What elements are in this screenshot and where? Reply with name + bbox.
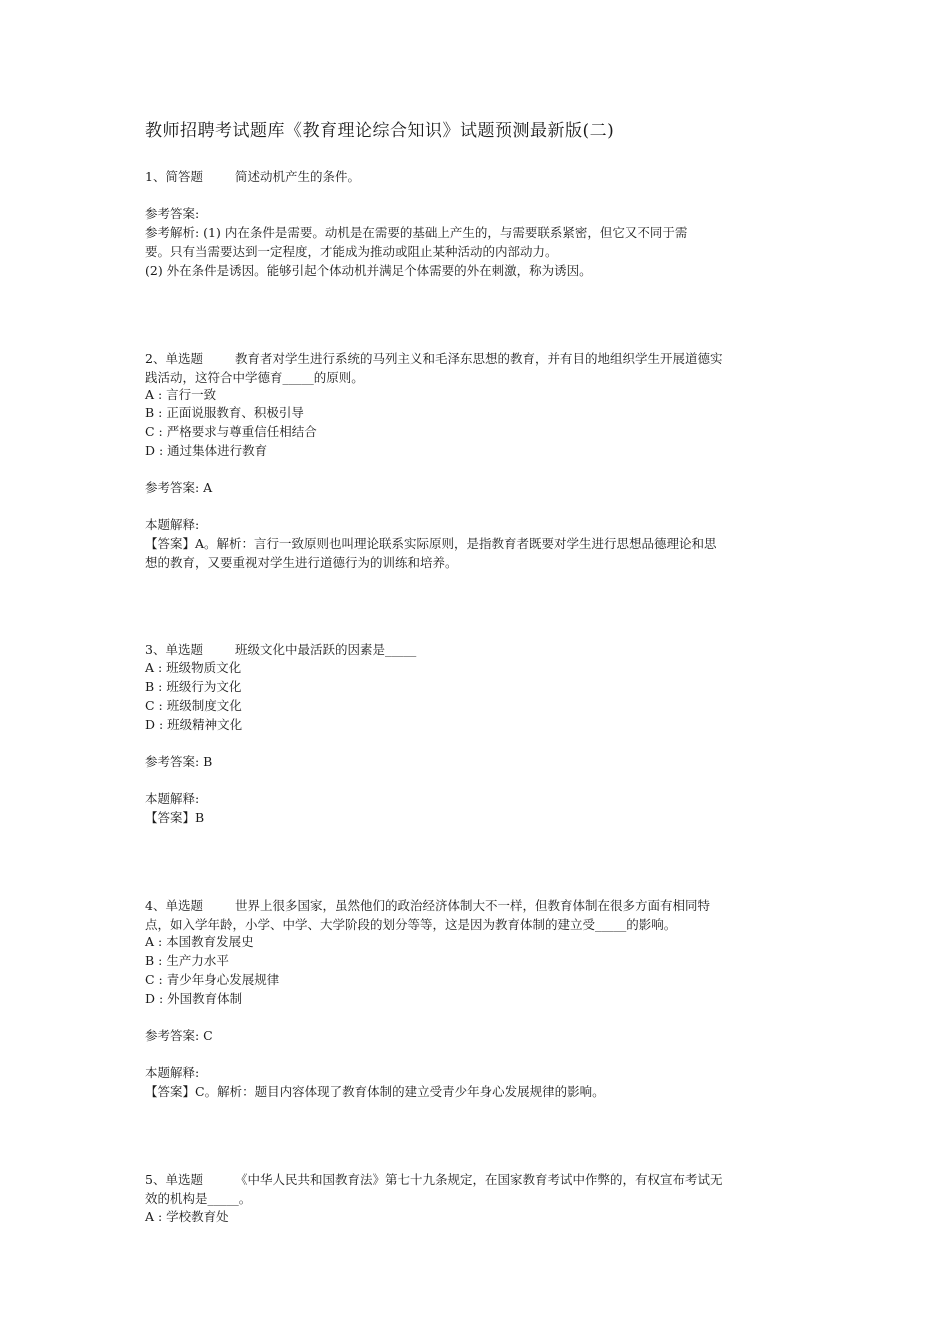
question-3-header [145, 640, 805, 659]
question-type-label: 3、单选题 [145, 642, 203, 657]
analysis-line: 要。只有当需要达到一定程度，才能成为推动或阻止某种活动的内部动力。 [145, 244, 558, 259]
question-stem: 简述动机产生的条件。 [234, 169, 360, 184]
analysis-line: 参考解析: (1) 内在条件是需要。动机是在需要的基础上产生的，与需要联系紧密，但它又不同于需 [145, 225, 688, 240]
explanation-line: 【答案】B [145, 810, 205, 825]
document-title: 教师招聘考试题库《教育理论综合知识》试题预测最新版(二) [145, 121, 615, 141]
option-b: B : 生产力水平 [145, 953, 229, 968]
question-stem: 教育者对学生进行系统的马列主义和毛泽东思想的教育，并有目的地组织学生开展道德实 [234, 351, 723, 366]
option-d: D : 通过集体进行教育 [145, 443, 268, 458]
explanation-label: 本题解释: [145, 791, 200, 806]
option-a: A : 学校教育处 [145, 1209, 229, 1224]
option-a: A : 本国教育发展史 [145, 934, 254, 949]
explanation-line: 【答案】A。解析：言行一致原则也叫理论联系实际原则，是指教育者既要对学生进行思想品德理论和思 [145, 536, 717, 551]
option-d: D : 外国教育体制 [145, 991, 243, 1006]
reference-answer: 参考答案: A [145, 480, 213, 495]
option-c: C : 严格要求与尊重信任相结合 [145, 424, 317, 439]
explanation-line: 想的教育，又要重视对学生进行道德行为的训练和培养。 [145, 555, 458, 570]
answer-label: 参考答案: [145, 206, 200, 221]
option-d: D : 班级精神文化 [145, 717, 243, 732]
option-c: C : 班级制度文化 [145, 698, 242, 713]
question-stem-continued: 践活动，这符合中学德育_____的原则。 [145, 370, 364, 385]
question-type-label: 4、单选题 [145, 898, 203, 913]
explanation-label: 本题解释: [145, 517, 200, 532]
question-stem-continued: 点，如入学年龄，小学、中学、大学阶段的划分等等，这是因为教育体制的建立受_____的影响。 [145, 917, 677, 932]
question-stem: 世界上很多国家，虽然他们的政治经济体制大不一样，但教育体制在很多方面有相同特 [234, 898, 710, 913]
option-b: B : 班级行为文化 [145, 679, 242, 694]
analysis-line: (2) 外在条件是诱因。能够引起个体动机并满足个体需要的外在刺激，称为诱因。 [145, 263, 592, 278]
question-stem: 《中华人民共和国教育法》第七十九条规定，在国家教育考试中作弊的，有权宣布考试无 [234, 1172, 723, 1187]
option-a: A : 言行一致 [145, 387, 217, 402]
question-1-header [145, 167, 805, 186]
option-b: B : 正面说服教育、积极引导 [145, 405, 304, 420]
question-type-label: 1、简答题 [145, 169, 203, 184]
explanation-label: 本题解释: [145, 1065, 200, 1080]
question-4-header [145, 896, 805, 915]
question-stem: 班级文化中最活跃的因素是_____ [234, 642, 417, 657]
option-c: C : 青少年身心发展规律 [145, 972, 280, 987]
question-stem-continued: 效的机构是_____。 [145, 1191, 252, 1206]
question-2-header [145, 349, 805, 368]
question-type-label: 5、单选题 [145, 1172, 203, 1187]
option-a: A : 班级物质文化 [145, 660, 242, 675]
reference-answer: 参考答案: B [145, 754, 213, 769]
reference-answer: 参考答案: C [145, 1028, 213, 1043]
explanation-line: 【答案】C。解析：题目内容体现了教育体制的建立受青少年身心发展规律的影响。 [145, 1084, 605, 1099]
question-type-label: 2、单选题 [145, 351, 203, 366]
question-5-header [145, 1170, 805, 1189]
